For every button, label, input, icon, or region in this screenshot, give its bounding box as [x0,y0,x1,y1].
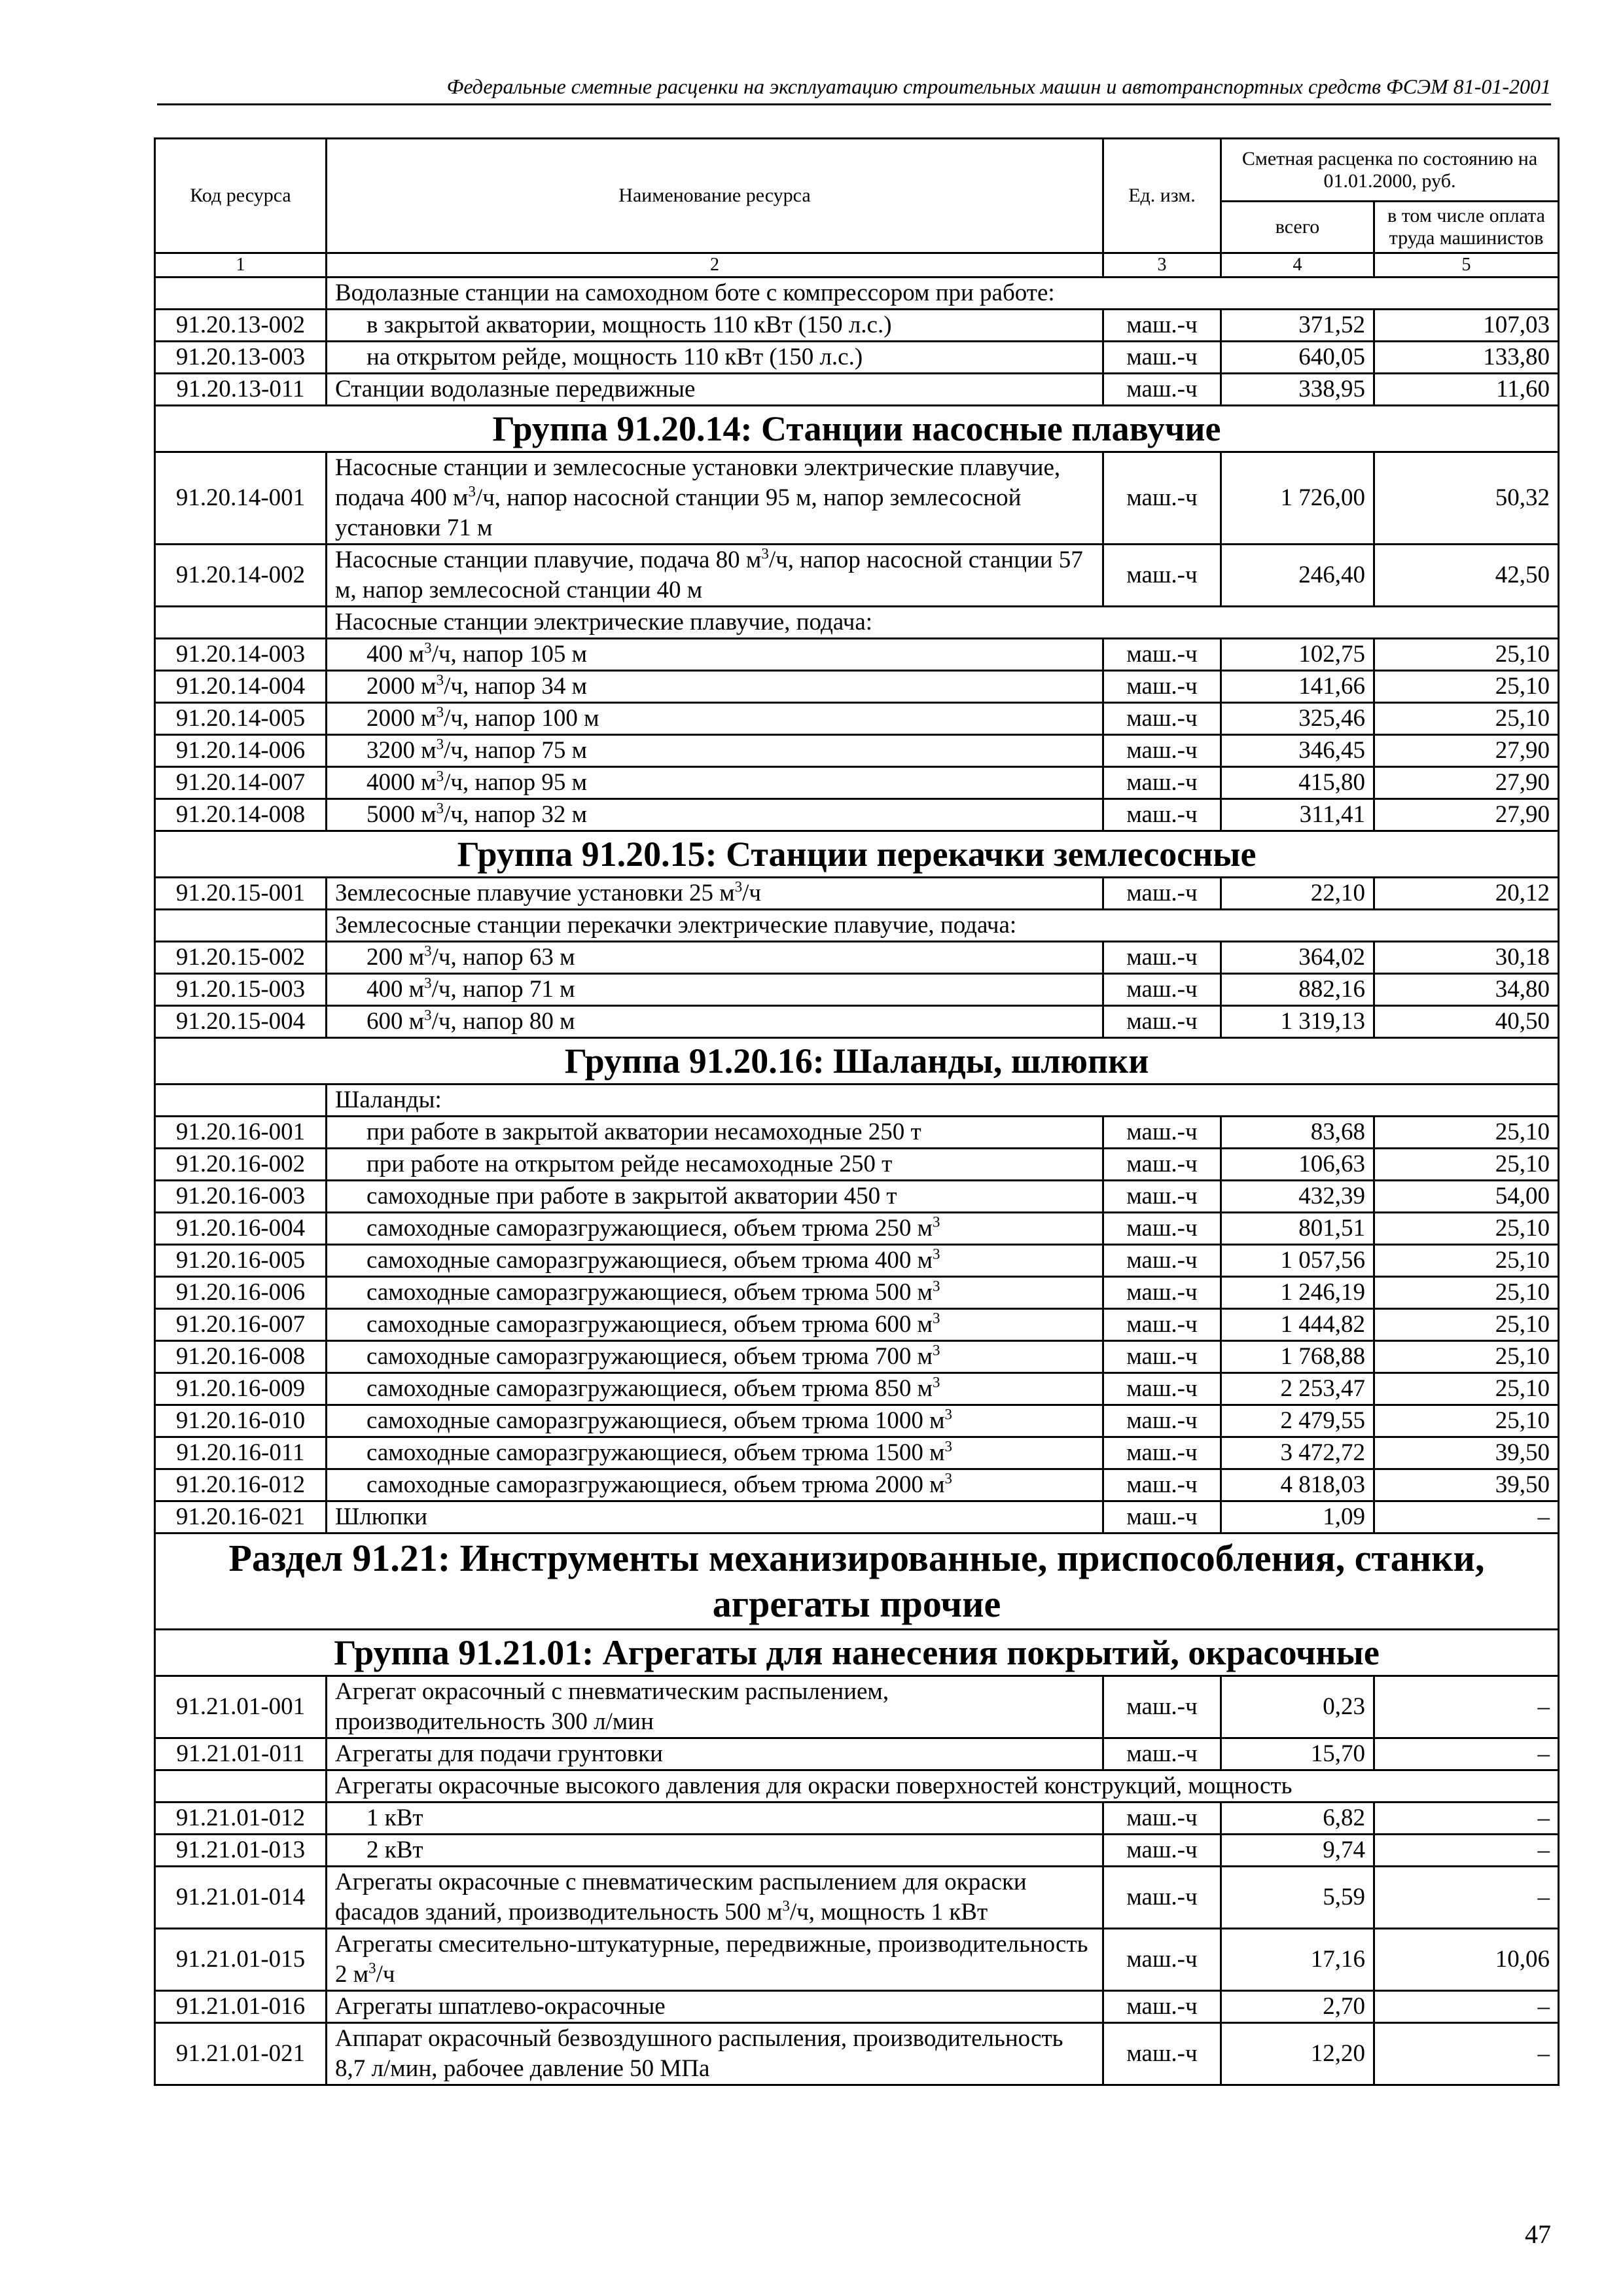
price-table [154,137,1560,2086]
group-heading-row [155,406,1559,452]
table-row [155,1501,1559,1534]
resource-code: 91.20.16-005 [155,1245,327,1277]
resource-code: 91.21.01-016 [155,1991,327,2023]
unit-cell: маш.-ч [1103,1181,1221,1213]
labor-price: 27,90 [1374,799,1559,831]
total-price: 1 726,00 [1221,452,1374,545]
total-price: 1 246,19 [1221,1277,1374,1309]
table-row [155,1117,1559,1149]
subheading-text: Агрегаты окрасочные высокого давления для окраски поверхностей конструкций, мощность [327,1770,1559,1803]
table-row [155,703,1559,735]
unit-cell: маш.-ч [1103,1213,1221,1245]
labor-price: 25,10 [1374,671,1559,703]
resource-name: при работе в закрытой акватории несамоходные 250 т [327,1117,1103,1149]
subheading-text: Землесосные станции перекачки электрические плавучие, подача: [327,910,1559,942]
total-price: 371,52 [1221,310,1374,342]
table-row [155,2023,1559,2085]
total-price: 1 768,88 [1221,1341,1374,1373]
resource-name: при работе на открытом рейде несамоходные 250 т [327,1149,1103,1181]
resource-name: 2000 $м^3/ч$, напор 34 м [327,671,1103,703]
table-row [155,452,1559,545]
total-price: 346,45 [1221,735,1374,767]
total-price: 4 818,03 [1221,1469,1374,1501]
unit-cell: маш.-ч [1103,1835,1221,1867]
total-price: 106,63 [1221,1149,1374,1181]
table-row [155,1373,1559,1405]
resource-code: 91.21.01-014 [155,1867,327,1929]
table-row [155,1676,1559,1738]
empty-cell [155,1085,327,1117]
labor-price: 25,10 [1374,1117,1559,1149]
group-title: Группа 91.20.15: Станции перекачки землесосные [155,831,1559,878]
unit-cell: маш.-ч [1103,799,1221,831]
labor-price: 10,06 [1374,1929,1559,1991]
resource-code: 91.21.01-013 [155,1835,327,1867]
total-price: 22,10 [1221,878,1374,910]
resource-name: на открытом рейде, мощность 110 кВт (150 л.с.) [327,342,1103,374]
labor-price: 107,03 [1374,310,1559,342]
total-price: 141,66 [1221,671,1374,703]
table-row [155,942,1559,974]
labor-price: 39,50 [1374,1437,1559,1469]
table-row [155,1245,1559,1277]
total-price: 6,82 [1221,1803,1374,1835]
resource-name: 200 $м^3/ч$, напор 63 м [327,942,1103,974]
labor-price: 133,80 [1374,342,1559,374]
resource-name: 2000 $м^3/ч$, напор 100 м [327,703,1103,735]
table-row [155,1309,1559,1341]
col-header-unit: Ед. изм. [1103,139,1221,253]
resource-name: Аппарат окрасочный безвоздушного распыления, производительность 8,7 л/мин, рабочее давление 50 МПа [327,2023,1103,2085]
total-price: 12,20 [1221,2023,1374,2085]
labor-price: 25,10 [1374,639,1559,671]
col-header-code: Код ресурса [155,139,327,253]
unit-cell: маш.-ч [1103,1676,1221,1738]
unit-cell: маш.-ч [1103,878,1221,910]
resource-code: 91.20.16-003 [155,1181,327,1213]
col-header-labor: в том числе оплата труда машинистов [1374,202,1559,253]
resource-name: 3200 $м^3/ч$, напор 75 м [327,735,1103,767]
resource-code: 91.20.16-010 [155,1405,327,1437]
resource-code: 91.20.14-006 [155,735,327,767]
unit-cell: маш.-ч [1103,703,1221,735]
resource-code: 91.20.15-002 [155,942,327,974]
table-row [155,1277,1559,1309]
table-row [155,1405,1559,1437]
unit-cell: маш.-ч [1103,974,1221,1006]
labor-price: 25,10 [1374,1277,1559,1309]
resource-name: 600 $м^3/ч$, напор 80 м [327,1006,1103,1038]
group-title: Группа 91.21.01: Агрегаты для нанесения покрытий, окрасочные [155,1630,1559,1676]
total-price: 640,05 [1221,342,1374,374]
empty-cell [155,910,327,942]
total-price: 17,16 [1221,1929,1374,1991]
labor-price: 39,50 [1374,1469,1559,1501]
total-price: 1 319,13 [1221,1006,1374,1038]
total-price: 801,51 [1221,1213,1374,1245]
col-number: 5 [1374,253,1559,278]
resource-code: 91.20.16-009 [155,1373,327,1405]
table-row [155,1991,1559,2023]
resource-name: 5000 $м^3/ч$, напор 32 м [327,799,1103,831]
resource-code: 91.20.13-002 [155,310,327,342]
resource-code: 91.20.15-003 [155,974,327,1006]
resource-code: 91.20.16-012 [155,1469,327,1501]
resource-name: Насосные станции и землесосные установки электрические плавучие, подача 400 $м^3/ч$, напор насосной станции 95 м, напор землесосной установки 71 м [327,452,1103,545]
col-header-name: Наименование ресурса [327,139,1103,253]
resource-code: 91.21.01-015 [155,1929,327,1991]
total-price: 3 472,72 [1221,1437,1374,1469]
resource-name: Агрегаты смесительно-штукатурные, передвижные, производительность 2 $м^3/ч$ [327,1929,1103,1991]
group-title: Группа 91.20.16: Шаланды, шлюпки [155,1038,1559,1085]
unit-cell: маш.-ч [1103,942,1221,974]
unit-cell: маш.-ч [1103,1929,1221,1991]
unit-cell: маш.-ч [1103,1006,1221,1038]
table-row [155,1469,1559,1501]
unit-cell: маш.-ч [1103,1501,1221,1534]
resource-code: 91.20.13-003 [155,342,327,374]
labor-price: 34,80 [1374,974,1559,1006]
resource-code: 91.20.14-004 [155,671,327,703]
resource-name: самоходные при работе в закрытой акватории 450 т [327,1181,1103,1213]
col-header-total: всего [1221,202,1374,253]
unit-cell: маш.-ч [1103,671,1221,703]
resource-name: в закрытой акватории, мощность 110 кВт (150 л.с.) [327,310,1103,342]
unit-cell: маш.-ч [1103,1117,1221,1149]
labor-price: – [1374,1991,1559,2023]
labor-price: 42,50 [1374,545,1559,607]
labor-price: – [1374,1676,1559,1738]
labor-price: 40,50 [1374,1006,1559,1038]
unit-cell: маш.-ч [1103,1991,1221,2023]
total-price: 1,09 [1221,1501,1374,1534]
resource-code: 91.20.16-001 [155,1117,327,1149]
resource-name: Агрегаты шпатлево-окрасочные [327,1991,1103,2023]
resource-code: 91.20.15-004 [155,1006,327,1038]
table-row [155,1738,1559,1770]
unit-cell: маш.-ч [1103,1309,1221,1341]
group-title: Группа 91.20.14: Станции насосные плавучие [155,406,1559,452]
unit-cell: маш.-ч [1103,1277,1221,1309]
labor-price: 25,10 [1374,1245,1559,1277]
resource-name: самоходные саморазгружающиеся, объем трюма 600 $м^3$ [327,1309,1103,1341]
total-price: 5,59 [1221,1867,1374,1929]
table-row [155,1181,1559,1213]
labor-price: – [1374,2023,1559,2085]
resource-code: 91.20.16-004 [155,1213,327,1245]
table-row [155,735,1559,767]
resource-code: 91.20.15-001 [155,878,327,910]
resource-code: 91.21.01-001 [155,1676,327,1738]
col-number: 1 [155,253,327,278]
unit-cell: маш.-ч [1103,767,1221,799]
subheading-row [155,607,1559,639]
resource-name: самоходные саморазгружающиеся, объем трюма 1500 $м^3$ [327,1437,1103,1469]
resource-code: 91.21.01-021 [155,2023,327,2085]
labor-price: 25,10 [1374,1373,1559,1405]
table-row [155,639,1559,671]
resource-name: самоходные саморазгружающиеся, объем трюма 500 $м^3$ [327,1277,1103,1309]
total-price: 83,68 [1221,1117,1374,1149]
labor-price: 11,60 [1374,374,1559,406]
resource-code: 91.20.16-021 [155,1501,327,1534]
column-number-row [155,253,1559,278]
resource-name: самоходные саморазгружающиеся, объем трюма 400 $м^3$ [327,1245,1103,1277]
labor-price: – [1374,1803,1559,1835]
unit-cell: маш.-ч [1103,342,1221,374]
resource-code: 91.20.16-008 [155,1341,327,1373]
total-price: 415,80 [1221,767,1374,799]
table-body [155,278,1559,2085]
unit-cell: маш.-ч [1103,452,1221,545]
resource-name: Шлюпки [327,1501,1103,1534]
resource-name: самоходные саморазгружающиеся, объем трюма 850 $м^3$ [327,1373,1103,1405]
unit-cell: маш.-ч [1103,1373,1221,1405]
col-header-price: Сметная расценка по состоянию на 01.01.2000, руб. [1221,139,1559,202]
labor-price: 20,12 [1374,878,1559,910]
unit-cell: маш.-ч [1103,1803,1221,1835]
total-price: 0,23 [1221,1676,1374,1738]
table-row [155,1867,1559,1929]
labor-price: 25,10 [1374,1309,1559,1341]
unit-cell: маш.-ч [1103,1469,1221,1501]
labor-price: 30,18 [1374,942,1559,974]
empty-cell [155,278,327,310]
col-number: 3 [1103,253,1221,278]
unit-cell: маш.-ч [1103,2023,1221,2085]
resource-name: самоходные саморазгружающиеся, объем трюма 1000 $м^3$ [327,1405,1103,1437]
labor-price: 25,10 [1374,1341,1559,1373]
total-price: 311,41 [1221,799,1374,831]
header-title: Федеральные сметные расценки на эксплуатацию строительных машин и автотранспортных средств ФСЭМ 81-01-2001 [446,75,1551,98]
unit-cell: маш.-ч [1103,1245,1221,1277]
unit-cell: маш.-ч [1103,545,1221,607]
section-heading-row [155,1534,1559,1630]
total-price: 102,75 [1221,639,1374,671]
unit-cell: маш.-ч [1103,735,1221,767]
table-row [155,1437,1559,1469]
unit-cell: маш.-ч [1103,1738,1221,1770]
labor-price: – [1374,1867,1559,1929]
labor-price: – [1374,1835,1559,1867]
page-number: 47 [1525,2219,1551,2249]
resource-code: 91.20.14-002 [155,545,327,607]
resource-code: 91.20.14-001 [155,452,327,545]
labor-price: 54,00 [1374,1181,1559,1213]
table-row [155,1341,1559,1373]
col-number: 2 [327,253,1103,278]
empty-cell [155,1770,327,1803]
table-row [155,1006,1559,1038]
labor-price: 50,32 [1374,452,1559,545]
labor-price: – [1374,1501,1559,1534]
resource-name: 4000 $м^3/ч$, напор 95 м [327,767,1103,799]
table-row [155,767,1559,799]
total-price: 432,39 [1221,1181,1374,1213]
subheading-text: Водолазные станции на самоходном боте с компрессором при работе: [327,278,1559,310]
resource-code: 91.20.16-006 [155,1277,327,1309]
resource-code: 91.20.16-007 [155,1309,327,1341]
labor-price: 25,10 [1374,1149,1559,1181]
running-header [157,73,1551,105]
subheading-row [155,1085,1559,1117]
labor-price: 25,10 [1374,703,1559,735]
section-title: Раздел 91.21: Инструменты механизированные, приспособления, станки, агрегаты прочие [155,1534,1559,1630]
unit-cell: маш.-ч [1103,374,1221,406]
total-price: 2 479,55 [1221,1405,1374,1437]
total-price: 1 444,82 [1221,1309,1374,1341]
resource-code: 91.20.16-011 [155,1437,327,1469]
unit-cell: маш.-ч [1103,1149,1221,1181]
unit-cell: маш.-ч [1103,1867,1221,1929]
resource-code: 91.20.14-008 [155,799,327,831]
table-row [155,974,1559,1006]
table-header-row [155,139,1559,202]
total-price: 15,70 [1221,1738,1374,1770]
unit-cell: маш.-ч [1103,1437,1221,1469]
resource-code: 91.20.16-002 [155,1149,327,1181]
total-price: 2,70 [1221,1991,1374,2023]
resource-name: 2 кВт [327,1835,1103,1867]
labor-price: 25,10 [1374,1213,1559,1245]
labor-price: 27,90 [1374,767,1559,799]
subheading-row [155,910,1559,942]
table-row [155,342,1559,374]
table-row [155,374,1559,406]
resource-name: самоходные саморазгружающиеся, объем трюма 700 $м^3$ [327,1341,1103,1373]
resource-name: 400 $м^3/ч$, напор 105 м [327,639,1103,671]
subheading-text: Насосные станции электрические плавучие, подача: [327,607,1559,639]
table-row [155,799,1559,831]
resource-name: Станции водолазные передвижные [327,374,1103,406]
group-heading-row [155,1630,1559,1676]
unit-cell: маш.-ч [1103,639,1221,671]
subheading-text: Шаланды: [327,1085,1559,1117]
total-price: 9,74 [1221,1835,1374,1867]
group-heading-row [155,831,1559,878]
total-price: 325,46 [1221,703,1374,735]
resource-code: 91.20.14-005 [155,703,327,735]
table-row [155,671,1559,703]
table-row [155,1803,1559,1835]
resource-code: 91.20.14-003 [155,639,327,671]
resource-code: 91.21.01-011 [155,1738,327,1770]
table-row [155,1213,1559,1245]
total-price: 1 057,56 [1221,1245,1374,1277]
labor-price: 27,90 [1374,735,1559,767]
labor-price: 25,10 [1374,1405,1559,1437]
table-row [155,878,1559,910]
table-row [155,1929,1559,1991]
labor-price: – [1374,1738,1559,1770]
unit-cell: маш.-ч [1103,1341,1221,1373]
total-price: 246,40 [1221,545,1374,607]
unit-cell: маш.-ч [1103,1405,1221,1437]
total-price: 882,16 [1221,974,1374,1006]
total-price: 338,95 [1221,374,1374,406]
unit-cell: маш.-ч [1103,310,1221,342]
table-row [155,1835,1559,1867]
col-number: 4 [1221,253,1374,278]
resource-name: Агрегаты для подачи грунтовки [327,1738,1103,1770]
resource-name: Агрегаты окрасочные с пневматическим распылением для окраски фасадов зданий, производительность 500 $м^3/ч$, мощность 1 кВт [327,1867,1103,1929]
resource-name: Насосные станции плавучие, подача 80 $м^3/ч$, напор насосной станции 57 м, напор землесосной станции 40 м [327,545,1103,607]
group-heading-row [155,1038,1559,1085]
resource-code: 91.21.01-012 [155,1803,327,1835]
resource-name: 1 кВт [327,1803,1103,1835]
resource-code: 91.20.13-011 [155,374,327,406]
resource-name: самоходные саморазгружающиеся, объем трюма 250 $м^3$ [327,1213,1103,1245]
resource-name: самоходные саморазгружающиеся, объем трюма 2000 $м^3$ [327,1469,1103,1501]
table-row [155,545,1559,607]
resource-name: 400 $м^3/ч$, напор 71 м [327,974,1103,1006]
empty-cell [155,607,327,639]
subheading-row [155,1770,1559,1803]
total-price: 2 253,47 [1221,1373,1374,1405]
table-row [155,1149,1559,1181]
resource-name: Землесосные плавучие установки 25 $м^3/ч$ [327,878,1103,910]
total-price: 364,02 [1221,942,1374,974]
subheading-row [155,278,1559,310]
table-row [155,310,1559,342]
resource-name: Агрегат окрасочный с пневматическим распылением, производительность 300 л/мин [327,1676,1103,1738]
resource-code: 91.20.14-007 [155,767,327,799]
